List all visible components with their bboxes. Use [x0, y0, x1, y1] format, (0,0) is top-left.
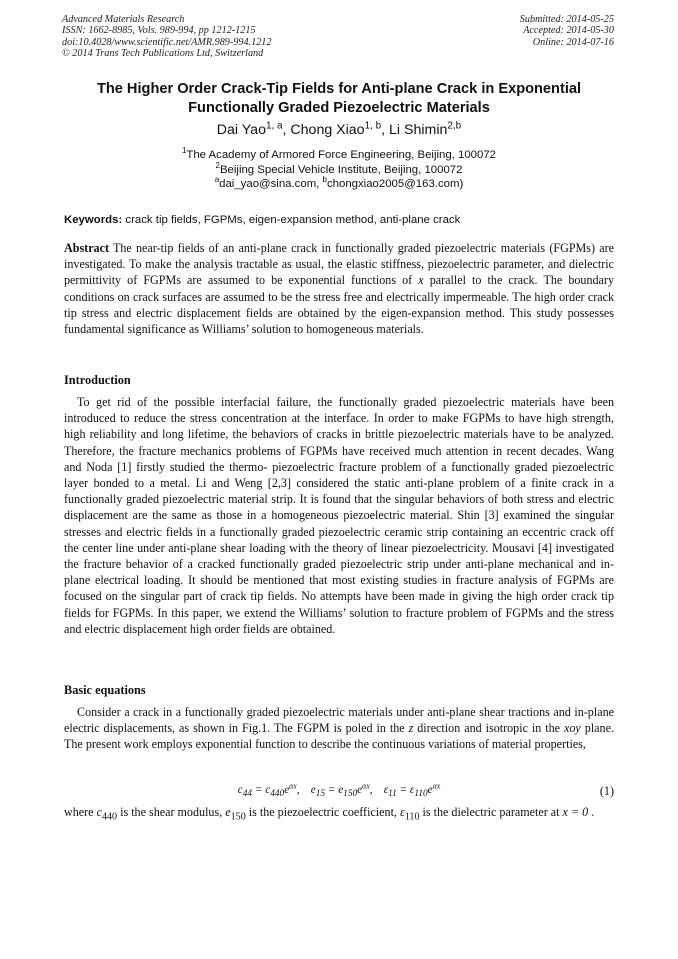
introduction-paragraph: To get rid of the possible interfacial failure, the functionally graded piezoelectric materials have been introduced to reduce the stress concentration at the interface. In order to make FGPMs to have high strength, high reliability and long lifetime, the behaviors of cracks in brittle piezoelectric materials have to be analyzed. Therefore, the fracture mechanics problems of FGPMs have received much attention in recent decades. Wang and Noda [1] firstly studied the thermo- piezoelectric fracture problem of a functionally graded piezoelectric layer bonded to a metal. Li and Weng [2,3] considered the static anti-plane problem of a finite crack in a functionally graded piezoelectric material strip. It is found that the singular behaviors of both stress and electric displacement are the same as those in a homogeneous piezoelectric material. Shin [3] examined the singular stresses and electric fields in a functionally graded piezoelectric ceramic strip containing an eccentric crack off the center line under anti-plane shear loading with the theory of linear piezoelectricity. Mousavi [4] investigated the fracture behavior of a cracked functionally graded piezoelectric strip under anti-plane mechanical and in-plane electrical loading. It should be mentioned that most existing studies in fracture analysis of FGPMs are focused on the singular part of crack tip fields. No attempts have been made in giving the high order crack tip fields for FGPMs. In this paper, we extend the Williams’ solution to fracture problem of FGPMs and the stress and electric displacement high order fields are obtained.: [64, 395, 614, 636]
math-subscript: 150: [343, 789, 358, 800]
equation-1: [64, 782, 614, 802]
email-link[interactable]: chongxiao2005@163.com): [326, 178, 464, 191]
affil-mark: 2: [215, 160, 220, 170]
paragraph-text: plane. The present work employs exponential function to describe the continuous variations of material properties,: [64, 721, 614, 752]
paragraph-text: direction and isotropic in the: [413, 721, 565, 736]
math-exponent: αx: [289, 781, 297, 791]
affil-mark: 1: [181, 146, 187, 156]
paragraph-text: Consider a crack in a functionally graded piezoelectric materials under anti-plane shear tractions and in-plane electric displacements, as shown in Fig.1. The FGPM is poled in the: [64, 705, 614, 736]
math-var: x: [418, 273, 424, 288]
abstract-text: parallel to the crack. The boundary conditions on crack surfaces are assumed to be the stress free and electrically impermeable. The high order crack tip stress and electric displacement fields are obtained by the eigen-expansion method. This study possesses fundamental significance as Williams’ solution to homogeneous materials.: [64, 273, 614, 337]
copyright-line: © 2014 Trans Tech Publications Ltd, Switzerland: [62, 48, 264, 60]
math-exponent: αx: [362, 781, 370, 791]
introduction-heading: Introduction: [64, 373, 131, 387]
title-line-1: The Higher Order Crack-Tip Fields for Anti-plane Crack in Exponential: [96, 81, 582, 97]
author-name: Chong Xiao: [290, 122, 365, 138]
math-exponent: αx: [432, 781, 441, 791]
author-affil-mark: 1, b: [364, 120, 382, 132]
submission-dates: [520, 14, 614, 48]
author-separator: ,: [381, 122, 390, 138]
keywords-text: crack tip fields, FGPMs, eigen-expansion method, anti-plane crack: [122, 214, 461, 226]
paper-title: [40, 80, 638, 118]
affiliation-line: [40, 160, 638, 178]
accepted-date: Accepted: 2014-05-30: [523, 25, 614, 37]
math-var: xoy: [564, 721, 581, 736]
equation-formula: $c_{44} = c_{440}e^{\alpha x}$, $e_{15} = e_{150}e^{\alpha x}$, $\varepsilon_{11} = \varepsilon_{110}e^{\alpha x}$: [237, 781, 441, 800]
affiliations: [40, 148, 638, 192]
doi-line: doi:10.4028/www.scientific.net/AMR.989-994.1212: [62, 36, 272, 48]
affiliation-line: [40, 148, 638, 163]
paragraph-text: .: [588, 805, 595, 819]
equation-explanation: where $c_{440}$ is the shear modulus, $e_{150}$ is the piezoelectric coefficient, $\varepsilon_{110}$ is the dielectric parameter at x = 0 .: [64, 805, 595, 823]
email-mark: a: [214, 175, 220, 185]
submitted-date: Submitted: 2014-05-25: [519, 14, 614, 25]
title-line-2: Functionally Graded Piezoelectric Materials: [188, 100, 490, 116]
paragraph-text: is the shear modulus,: [117, 805, 226, 819]
math-expression: x = 0: [562, 805, 589, 819]
journal-name: Advanced Materials Research: [62, 14, 185, 25]
email-mark: b: [322, 175, 327, 185]
issn-line: ISSN: 1662-8985, Vols. 989-994, pp 1212-1215: [62, 25, 256, 37]
math-subscript: 11: [388, 789, 397, 800]
paragraph-text: is the dielectric parameter at: [419, 805, 563, 819]
email-line: [40, 177, 638, 192]
author-affil-mark: 1, a: [265, 120, 283, 132]
keywords-label: Keywords:: [64, 214, 123, 226]
equation-number: (1): [599, 784, 614, 798]
math-var: e: [338, 784, 344, 796]
math-subscript: 150: [230, 811, 246, 823]
math-subscript: 440: [270, 789, 285, 800]
author-list: [40, 121, 638, 140]
paragraph-text: is the piezoelectric coefficient,: [245, 805, 400, 819]
author-name: Li Shimin: [389, 122, 448, 138]
author-affil-mark: 2,b: [447, 120, 462, 132]
author-separator: ,: [282, 122, 291, 138]
math-subscript: 110: [414, 789, 428, 800]
abstract-text: The near-tip fields of an anti-plane crack in functionally graded piezoelectric materials (FGPMs) are investigated. To make the analysis tractable as usual, the elastic stiffness, piezoelectric parameter, and dielectric permittivity of FGPMs are assumed to be exponential functions of: [64, 241, 614, 288]
online-date: Online: 2014-07-16: [532, 36, 614, 48]
basic-equations-heading: Basic equations: [64, 683, 146, 697]
abstract: [64, 240, 614, 337]
author-name: Dai Yao: [216, 122, 266, 138]
affiliation-text: Beijing Special Vehicle Institute, Beijing, 100072: [219, 163, 463, 176]
math-var: c: [265, 784, 271, 796]
math-var: z: [408, 721, 414, 736]
paragraph-text: where: [64, 805, 97, 819]
abstract-label: Abstract: [64, 241, 110, 255]
math-subscript: 110: [404, 811, 420, 823]
affiliation-text: The Academy of Armored Force Engineering, Beijing, 100072: [186, 149, 497, 161]
email-link[interactable]: dai_yao@sina.com,: [219, 178, 323, 191]
math-var: c: [237, 784, 243, 796]
math-subscript: 440: [101, 811, 118, 823]
math-subscript: 15: [315, 789, 326, 800]
math-var: e: [310, 784, 316, 796]
keywords: [64, 213, 616, 227]
math-subscript: 44: [242, 789, 253, 800]
journal-info: [62, 14, 271, 60]
basic-equations-paragraph: [64, 704, 614, 753]
